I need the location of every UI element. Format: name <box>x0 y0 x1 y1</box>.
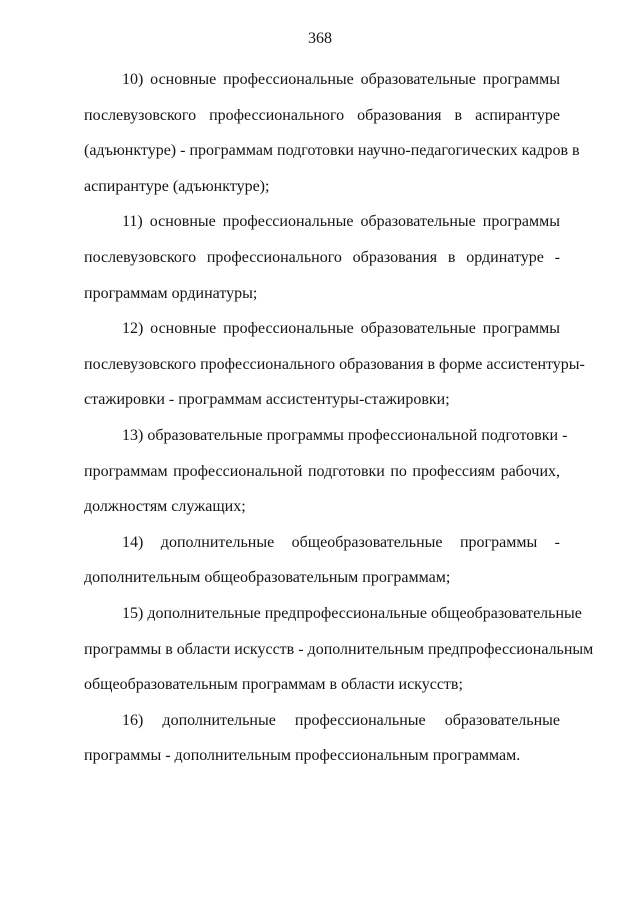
text-line: 15) дополнительные предпрофессиональные общеобразовательные <box>122 604 582 622</box>
text-line: (адъюнктуре) - программам подготовки научно-педагогических кадров в <box>84 142 580 160</box>
text-line: послевузовского профессионального образования в ординатуре - <box>84 248 560 266</box>
text-line: 14) дополнительные общеобразовательные программы - <box>122 533 560 551</box>
list-item-14 <box>84 525 560 596</box>
text-line: программам профессиональной подготовки по профессиям рабочих, <box>84 462 560 480</box>
list-item-11 <box>84 204 560 311</box>
text-line: программам ординатуры; <box>84 284 258 302</box>
text-line: послевузовского профессионального образования в аспирантуре <box>84 106 560 124</box>
list-item-15 <box>84 596 594 703</box>
list-item-12 <box>84 311 585 418</box>
text-line: программы - дополнительным профессиональным программам. <box>84 747 521 765</box>
text-line: 13) образовательные программы профессиональной подготовки - <box>122 426 568 444</box>
text-line: 16) дополнительные профессиональные образовательные <box>122 711 560 729</box>
text-line: 10) основные профессиональные образовательные программы <box>122 71 560 88</box>
list-item-16 <box>84 703 560 774</box>
text-line: общеобразовательным программам в области искусств; <box>84 676 463 694</box>
text-line: аспирантуре (адъюнктуре); <box>84 177 270 195</box>
text-line: дополнительным общеобразовательным программам; <box>84 569 451 587</box>
text-line: должностям служащих; <box>84 498 246 516</box>
text-line: программы в области искусств - дополнительным предпрофессиональным <box>84 640 594 658</box>
text-line: 12) основные профессиональные образовательные программы <box>122 320 560 338</box>
list-item-13 <box>84 418 568 525</box>
page-number: 368 <box>308 30 332 47</box>
text-line: 11) основные профессиональные образовательные программы <box>122 213 560 231</box>
document-body <box>84 62 594 774</box>
text-line: послевузовского профессионального образования в форме ассистентуры- <box>84 355 585 373</box>
text-line: стажировки - программам ассистентуры-стажировки; <box>84 391 450 409</box>
list-item-10 <box>84 62 580 204</box>
